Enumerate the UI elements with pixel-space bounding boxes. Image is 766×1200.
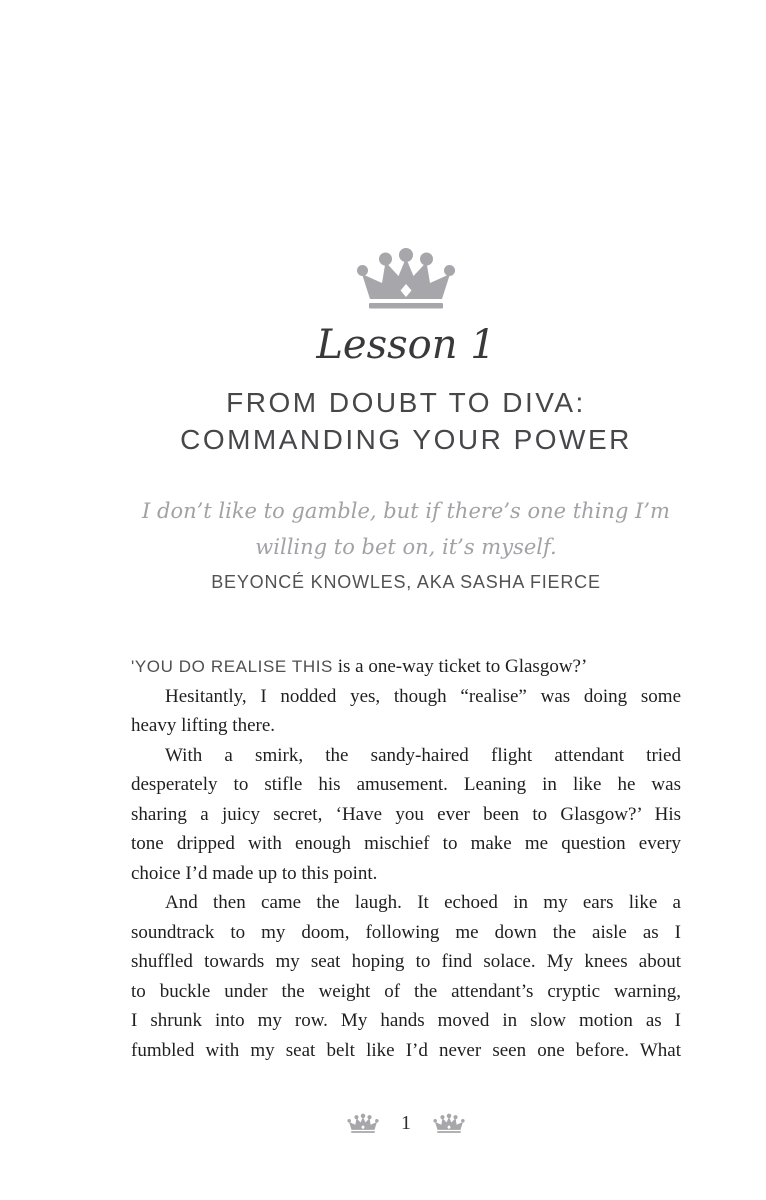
body-line: tone dripped with enough mischief to make me question every — [131, 833, 681, 854]
crown-icon — [356, 246, 456, 312]
body-line: choice I’d made up to this point. — [131, 862, 378, 884]
body-opening-line — [131, 652, 681, 682]
chapter-title-line-1: FROM DOUBT TO DIVA: — [226, 387, 586, 418]
lesson-script-heading: Lesson 1 — [316, 322, 496, 368]
body-line: sharing a juicy secret, ‘Have you ever been to Glasgow?’ His — [131, 803, 681, 825]
body-line: Hesitantly, I nodded yes, though “realise” was doing some — [165, 685, 681, 707]
epigraph-quote-line-2: willing to bet on, it’s myself. — [255, 535, 557, 559]
body-text — [131, 652, 681, 1065]
epigraph-quote — [131, 493, 681, 565]
page-footer — [131, 1112, 681, 1134]
crown-icon — [433, 1113, 465, 1134]
body-line: soundtrack to my doom, following me down the aisle as I — [131, 921, 681, 943]
body-line: desperately to stifle his amusement. Leaning in like he was — [131, 774, 681, 795]
crown-icon — [347, 1113, 379, 1134]
epigraph-attribution: BEYONCÉ KNOWLES, AKA SASHA FIERCE — [211, 572, 601, 592]
page-content — [131, 0, 681, 1134]
body-line: With a smirk, the sandy-haired flight attendant tried — [165, 744, 681, 766]
epigraph-quote-line-1: I don’t like to gamble, but if there’s one thing I’m — [142, 499, 670, 523]
body-line: fumbled with my seat belt like I’d never seen one before. What — [131, 1039, 681, 1061]
body-line: I shrunk into my row. My hands moved in slow motion as I — [131, 1010, 681, 1031]
opening-line-rest: is a one-way ticket to Glasgow?’ — [332, 656, 588, 677]
page-number: 1 — [401, 1112, 411, 1134]
body-line: shuffled towards my seat hoping to find solace. My knees about — [131, 951, 681, 972]
body-line: heavy lifting there. — [131, 715, 276, 736]
chapter-title-line-2: COMMANDING YOUR POWER — [180, 424, 632, 455]
body-line: to buckle under the weight of the attendant’s cryptic warning, — [131, 980, 681, 1002]
opening-line-lead-caps: 'YOU DO REALISE THIS — [131, 657, 333, 676]
chapter-title — [131, 384, 681, 458]
body-line: And then came the laugh. It echoed in my ears like a — [165, 892, 681, 913]
